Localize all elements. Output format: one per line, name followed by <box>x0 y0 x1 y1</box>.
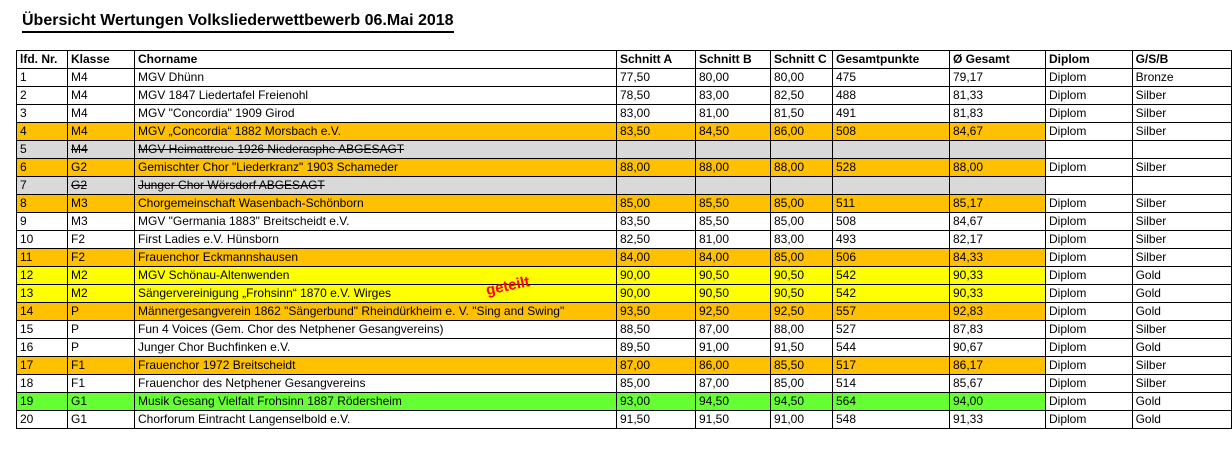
table-row <box>1046 159 1232 177</box>
cell-diplom: Diplom <box>1046 267 1133 285</box>
cell-gsb: Silber <box>1132 231 1231 249</box>
table-row <box>17 339 846 357</box>
table-row <box>833 321 1049 339</box>
cell-schnitt-c: 83,00 <box>771 231 846 249</box>
cell-gsb: Silber <box>1132 357 1231 375</box>
cell-diplom: Diplom <box>1046 69 1133 87</box>
cell-schnitt-b: 94,50 <box>696 393 771 411</box>
cell-gesamtpunkte: 488 <box>833 87 950 105</box>
table-row <box>1046 69 1232 87</box>
cell-schnitt-b: 80,00 <box>696 69 771 87</box>
header-lfd-nr: lfd. Nr. <box>17 51 68 69</box>
cell-lfd-nr: 20 <box>17 411 68 429</box>
cell-schnitt-a: 87,00 <box>617 357 696 375</box>
cell-gsb: Gold <box>1132 339 1231 357</box>
table-row <box>1046 303 1232 321</box>
table-row <box>833 303 1049 321</box>
cell-schnitt-a: 85,00 <box>617 375 696 393</box>
cell-diplom <box>1046 141 1133 159</box>
cell-klasse: F1 <box>68 357 135 375</box>
table-row <box>833 195 1049 213</box>
cell-gsb: Silber <box>1132 105 1231 123</box>
cell-schnitt-b: 84,50 <box>696 123 771 141</box>
diplom-table-body <box>1046 69 1232 429</box>
cell-schnitt-b: 87,00 <box>696 321 771 339</box>
cell-chorname: Junger Chor Wörsdorf ABGESAGT <box>135 177 617 195</box>
cell-schnitt-c: 85,00 <box>771 249 846 267</box>
header-klasse: Klasse <box>68 51 135 69</box>
table-header-row <box>17 51 846 69</box>
cell-schnitt-a: 91,50 <box>617 411 696 429</box>
cell-gsb: Gold <box>1132 285 1231 303</box>
cell-schnitt-b: 90,50 <box>696 285 771 303</box>
table-row <box>1046 339 1232 357</box>
table-row <box>833 411 1049 429</box>
table-row <box>1046 267 1232 285</box>
cell-gesamtpunkte: 475 <box>833 69 950 87</box>
table-row <box>1046 141 1232 159</box>
cell-klasse: M4 <box>68 69 135 87</box>
cell-diplom: Diplom <box>1046 249 1133 267</box>
cell-oe-gesamt: 92,83 <box>950 303 1049 321</box>
header-schnitt-a: Schnitt A <box>617 51 696 69</box>
cell-gsb: Gold <box>1132 267 1231 285</box>
cell-schnitt-c: 90,50 <box>771 285 846 303</box>
table-row <box>17 411 846 429</box>
cell-oe-gesamt: 88,00 <box>950 159 1049 177</box>
header-schnitt-b: Schnitt B <box>696 51 771 69</box>
cell-oe-gesamt: 82,17 <box>950 231 1049 249</box>
cell-schnitt-a: 83,50 <box>617 123 696 141</box>
cell-lfd-nr: 5 <box>17 141 68 159</box>
cell-gesamtpunkte: 542 <box>833 285 950 303</box>
table-row <box>17 393 846 411</box>
cell-lfd-nr: 10 <box>17 231 68 249</box>
cell-schnitt-c: 85,00 <box>771 195 846 213</box>
cell-klasse: G2 <box>68 159 135 177</box>
cell-lfd-nr: 7 <box>17 177 68 195</box>
cell-lfd-nr: 1 <box>17 69 68 87</box>
table-row <box>17 123 846 141</box>
cell-schnitt-b: 92,50 <box>696 303 771 321</box>
points-table <box>832 50 1049 429</box>
cell-schnitt-b: 84,00 <box>696 249 771 267</box>
cell-gesamtpunkte <box>833 141 950 159</box>
cell-diplom: Diplom <box>1046 339 1133 357</box>
table-row <box>17 141 846 159</box>
cell-gesamtpunkte: 506 <box>833 249 950 267</box>
cell-schnitt-a: 83,50 <box>617 213 696 231</box>
cell-schnitt-c: 94,50 <box>771 393 846 411</box>
cell-klasse: M4 <box>68 87 135 105</box>
results-table-header <box>17 51 846 69</box>
table-row <box>1046 411 1232 429</box>
cell-chorname: MGV Heimattreue 1926 Niederasphe ABGESAGT <box>135 141 617 159</box>
table-row <box>833 123 1049 141</box>
cell-schnitt-c: 86,00 <box>771 123 846 141</box>
cell-chorname: Gemischter Chor "Liederkranz" 1903 Schameder <box>135 159 617 177</box>
cell-lfd-nr: 17 <box>17 357 68 375</box>
cell-schnitt-b: 90,50 <box>696 267 771 285</box>
cell-lfd-nr: 11 <box>17 249 68 267</box>
cell-diplom: Diplom <box>1046 411 1133 429</box>
cell-diplom: Diplom <box>1046 231 1133 249</box>
cell-lfd-nr: 4 <box>17 123 68 141</box>
cell-schnitt-b: 86,00 <box>696 357 771 375</box>
cell-chorname: Chorgemeinschaft Wasenbach-Schönborn <box>135 195 617 213</box>
cell-chorname: Fun 4 Voices (Gem. Chor des Netphener Gesangvereins) <box>135 321 617 339</box>
cell-oe-gesamt: 91,33 <box>950 411 1049 429</box>
cell-klasse: M4 <box>68 141 135 159</box>
cell-chorname: First Ladies e.V. Hünsborn <box>135 231 617 249</box>
cell-diplom: Diplom <box>1046 357 1133 375</box>
cell-gsb: Silber <box>1132 321 1231 339</box>
cell-lfd-nr: 12 <box>17 267 68 285</box>
cell-schnitt-a: 89,50 <box>617 339 696 357</box>
cell-chorname: MGV "Germania 1883" Breitscheidt e.V. <box>135 213 617 231</box>
table-row <box>17 177 846 195</box>
cell-lfd-nr: 6 <box>17 159 68 177</box>
cell-lfd-nr: 8 <box>17 195 68 213</box>
cell-diplom: Diplom <box>1046 375 1133 393</box>
cell-schnitt-b: 81,00 <box>696 231 771 249</box>
cell-oe-gesamt: 87,83 <box>950 321 1049 339</box>
cell-gesamtpunkte: 493 <box>833 231 950 249</box>
cell-diplom: Diplom <box>1046 213 1133 231</box>
table-row <box>17 303 846 321</box>
cell-lfd-nr: 13 <box>17 285 68 303</box>
cell-oe-gesamt: 94,00 <box>950 393 1049 411</box>
header-gsb: G/S/B <box>1132 51 1231 69</box>
cell-diplom: Diplom <box>1046 393 1133 411</box>
cell-klasse: M3 <box>68 213 135 231</box>
table-row <box>1046 213 1232 231</box>
cell-gesamtpunkte: 557 <box>833 303 950 321</box>
table-row <box>17 69 846 87</box>
cell-gesamtpunkte: 508 <box>833 213 950 231</box>
table-row <box>1046 177 1232 195</box>
cell-gsb <box>1132 177 1231 195</box>
cell-oe-gesamt: 86,17 <box>950 357 1049 375</box>
cell-diplom: Diplom <box>1046 87 1133 105</box>
results-table-body <box>17 69 846 429</box>
points-table-body <box>833 69 1049 429</box>
cell-chorname: Männergesangverein 1862 "Sängerbund" Rheindürkheim e. V. "Sing and Swing" <box>135 303 617 321</box>
table-row <box>1046 393 1232 411</box>
cell-oe-gesamt: 85,67 <box>950 375 1049 393</box>
table-row <box>833 393 1049 411</box>
cell-schnitt-a: 78,50 <box>617 87 696 105</box>
table-row <box>833 249 1049 267</box>
cell-oe-gesamt: 79,17 <box>950 69 1049 87</box>
table-row <box>1046 105 1232 123</box>
table-row <box>1046 249 1232 267</box>
cell-klasse: G1 <box>68 411 135 429</box>
header-diplom: Diplom <box>1046 51 1133 69</box>
cell-klasse: P <box>68 339 135 357</box>
cell-gesamtpunkte: 542 <box>833 267 950 285</box>
table-row <box>17 249 846 267</box>
cell-schnitt-a: 88,00 <box>617 159 696 177</box>
table-row <box>17 321 846 339</box>
cell-schnitt-c: 80,00 <box>771 69 846 87</box>
table-row <box>17 357 846 375</box>
cell-lfd-nr: 16 <box>17 339 68 357</box>
cell-schnitt-b: 91,00 <box>696 339 771 357</box>
table-row <box>833 105 1049 123</box>
cell-schnitt-b: 81,00 <box>696 105 771 123</box>
cell-gsb: Gold <box>1132 411 1231 429</box>
cell-oe-gesamt: 81,33 <box>950 87 1049 105</box>
cell-klasse: M3 <box>68 195 135 213</box>
table-row <box>833 159 1049 177</box>
cell-diplom: Diplom <box>1046 123 1133 141</box>
table-row <box>17 87 846 105</box>
cell-oe-gesamt <box>950 177 1049 195</box>
cell-gsb: Silber <box>1132 213 1231 231</box>
table-row <box>833 213 1049 231</box>
cell-gesamtpunkte: 564 <box>833 393 950 411</box>
table-row <box>1046 231 1232 249</box>
cell-schnitt-b: 85,50 <box>696 195 771 213</box>
cell-schnitt-a: 85,00 <box>617 195 696 213</box>
cell-oe-gesamt: 90,33 <box>950 267 1049 285</box>
diplom-table-header <box>1046 51 1232 69</box>
cell-klasse: P <box>68 303 135 321</box>
cell-schnitt-a: 93,00 <box>617 393 696 411</box>
cell-diplom: Diplom <box>1046 159 1133 177</box>
header-schnitt-c: Schnitt C <box>771 51 846 69</box>
cell-gesamtpunkte: 514 <box>833 375 950 393</box>
table-header-row <box>1046 51 1232 69</box>
cell-schnitt-b: 88,00 <box>696 159 771 177</box>
cell-lfd-nr: 3 <box>17 105 68 123</box>
cell-gsb: Gold <box>1132 393 1231 411</box>
cell-chorname: MGV "Concordia" 1909 Girod <box>135 105 617 123</box>
table-row <box>17 285 846 303</box>
cell-gesamtpunkte: 527 <box>833 321 950 339</box>
table-row <box>1046 87 1232 105</box>
table-row <box>1046 123 1232 141</box>
cell-gsb: Gold <box>1132 303 1231 321</box>
table-row <box>833 357 1049 375</box>
table-row <box>17 231 846 249</box>
cell-oe-gesamt <box>950 141 1049 159</box>
cell-schnitt-b: 91,50 <box>696 411 771 429</box>
cell-chorname: Sängervereinigung „Frohsinn“ 1870 e.V. Wirges <box>135 285 617 303</box>
cell-schnitt-a: 83,00 <box>617 105 696 123</box>
results-table <box>16 50 846 429</box>
cell-lfd-nr: 2 <box>17 87 68 105</box>
cell-gsb: Silber <box>1132 375 1231 393</box>
cell-lfd-nr: 15 <box>17 321 68 339</box>
cell-oe-gesamt: 84,33 <box>950 249 1049 267</box>
cell-chorname: MGV Schönau-Altenwenden <box>135 267 617 285</box>
cell-klasse: M4 <box>68 105 135 123</box>
cell-oe-gesamt: 85,17 <box>950 195 1049 213</box>
cell-schnitt-a: 93,50 <box>617 303 696 321</box>
table-row <box>17 267 846 285</box>
cell-schnitt-c: 81,50 <box>771 105 846 123</box>
cell-gsb <box>1132 141 1231 159</box>
table-row <box>1046 321 1232 339</box>
cell-diplom: Diplom <box>1046 105 1133 123</box>
cell-diplom: Diplom <box>1046 285 1133 303</box>
table-row <box>1046 357 1232 375</box>
table-row <box>833 69 1049 87</box>
cell-chorname: Chorforum Eintracht Langenselbold e.V. <box>135 411 617 429</box>
table-row <box>833 267 1049 285</box>
cell-schnitt-c: 82,50 <box>771 87 846 105</box>
table-row <box>833 231 1049 249</box>
cell-diplom: Diplom <box>1046 321 1133 339</box>
table-row <box>17 105 846 123</box>
cell-schnitt-a: 90,00 <box>617 285 696 303</box>
cell-klasse: F2 <box>68 249 135 267</box>
cell-klasse: F1 <box>68 375 135 393</box>
cell-lfd-nr: 14 <box>17 303 68 321</box>
cell-oe-gesamt: 90,33 <box>950 285 1049 303</box>
table-header-row <box>833 51 1049 69</box>
table-row <box>17 213 846 231</box>
cell-oe-gesamt: 84,67 <box>950 123 1049 141</box>
cell-schnitt-c: 91,00 <box>771 411 846 429</box>
table-row <box>1046 285 1232 303</box>
cell-schnitt-b: 85,50 <box>696 213 771 231</box>
cell-schnitt-c: 88,00 <box>771 321 846 339</box>
header-oe-gesamt: Ø Gesamt <box>950 51 1049 69</box>
cell-gsb: Silber <box>1132 159 1231 177</box>
cell-schnitt-b <box>696 177 771 195</box>
cell-chorname: Frauenchor Eckmannshausen <box>135 249 617 267</box>
cell-lfd-nr: 9 <box>17 213 68 231</box>
points-table-header <box>833 51 1049 69</box>
cell-schnitt-a: 84,00 <box>617 249 696 267</box>
cell-schnitt-c: 85,50 <box>771 357 846 375</box>
cell-gesamtpunkte: 544 <box>833 339 950 357</box>
table-row <box>17 375 846 393</box>
header-chorname: Chorname <box>135 51 617 69</box>
cell-chorname: MGV Dhünn <box>135 69 617 87</box>
table-row <box>1046 375 1232 393</box>
geteilt-annotation: geteilt <box>484 273 532 299</box>
cell-schnitt-a: 90,00 <box>617 267 696 285</box>
table-row <box>833 177 1049 195</box>
cell-gsb: Silber <box>1132 123 1231 141</box>
cell-gsb: Silber <box>1132 249 1231 267</box>
cell-oe-gesamt: 90,67 <box>950 339 1049 357</box>
cell-gesamtpunkte: 517 <box>833 357 950 375</box>
cell-gesamtpunkte: 511 <box>833 195 950 213</box>
cell-chorname: Junger Chor Buchfinken e.V. <box>135 339 617 357</box>
cell-diplom: Diplom <box>1046 303 1133 321</box>
cell-lfd-nr: 19 <box>17 393 68 411</box>
cell-schnitt-b <box>696 141 771 159</box>
cell-gesamtpunkte: 528 <box>833 159 950 177</box>
cell-chorname: Frauenchor des Netphener Gesangvereins <box>135 375 617 393</box>
cell-gesamtpunkte: 491 <box>833 105 950 123</box>
cell-schnitt-b: 83,00 <box>696 87 771 105</box>
table-row <box>17 195 846 213</box>
cell-schnitt-a: 82,50 <box>617 231 696 249</box>
cell-gesamtpunkte: 508 <box>833 123 950 141</box>
cell-schnitt-b: 87,00 <box>696 375 771 393</box>
table-row <box>833 285 1049 303</box>
cell-oe-gesamt: 84,67 <box>950 213 1049 231</box>
cell-klasse: P <box>68 321 135 339</box>
header-gesamtpunkte: Gesamtpunkte <box>833 51 950 69</box>
cell-schnitt-c: 88,00 <box>771 159 846 177</box>
cell-chorname: MGV „Concordia“ 1882 Morsbach e.V. <box>135 123 617 141</box>
cell-schnitt-c: 92,50 <box>771 303 846 321</box>
cell-schnitt-a: 77,50 <box>617 69 696 87</box>
table-row <box>833 339 1049 357</box>
cell-chorname: Musik Gesang Vielfalt Frohsinn 1887 Rödersheim <box>135 393 617 411</box>
cell-klasse: M2 <box>68 285 135 303</box>
page-title: Übersicht Wertungen Volksliederwettbewerb 06.Mai 2018 <box>22 12 454 33</box>
table-row <box>833 87 1049 105</box>
table-row <box>833 141 1049 159</box>
cell-schnitt-c: 91,50 <box>771 339 846 357</box>
cell-schnitt-c: 90,50 <box>771 267 846 285</box>
cell-schnitt-c: 85,00 <box>771 213 846 231</box>
table-row <box>833 375 1049 393</box>
cell-schnitt-a: 88,50 <box>617 321 696 339</box>
cell-diplom: Diplom <box>1046 195 1133 213</box>
table-row <box>1046 195 1232 213</box>
table-row <box>17 159 846 177</box>
cell-schnitt-a <box>617 177 696 195</box>
cell-klasse: F2 <box>68 231 135 249</box>
cell-gsb: Bronze <box>1132 69 1231 87</box>
cell-klasse: G1 <box>68 393 135 411</box>
cell-chorname: MGV 1847 Liedertafel Freienohl <box>135 87 617 105</box>
cell-schnitt-a <box>617 141 696 159</box>
cell-schnitt-c: 85,00 <box>771 375 846 393</box>
diplom-table <box>1045 50 1232 429</box>
cell-gsb: Silber <box>1132 87 1231 105</box>
cell-klasse: M2 <box>68 267 135 285</box>
cell-gesamtpunkte <box>833 177 950 195</box>
cell-diplom <box>1046 177 1133 195</box>
cell-gesamtpunkte: 548 <box>833 411 950 429</box>
cell-oe-gesamt: 81,83 <box>950 105 1049 123</box>
cell-gsb: Silber <box>1132 195 1231 213</box>
cell-lfd-nr: 18 <box>17 375 68 393</box>
cell-klasse: M4 <box>68 123 135 141</box>
cell-klasse: G2 <box>68 177 135 195</box>
cell-chorname: Frauenchor 1972 Breitscheidt <box>135 357 617 375</box>
